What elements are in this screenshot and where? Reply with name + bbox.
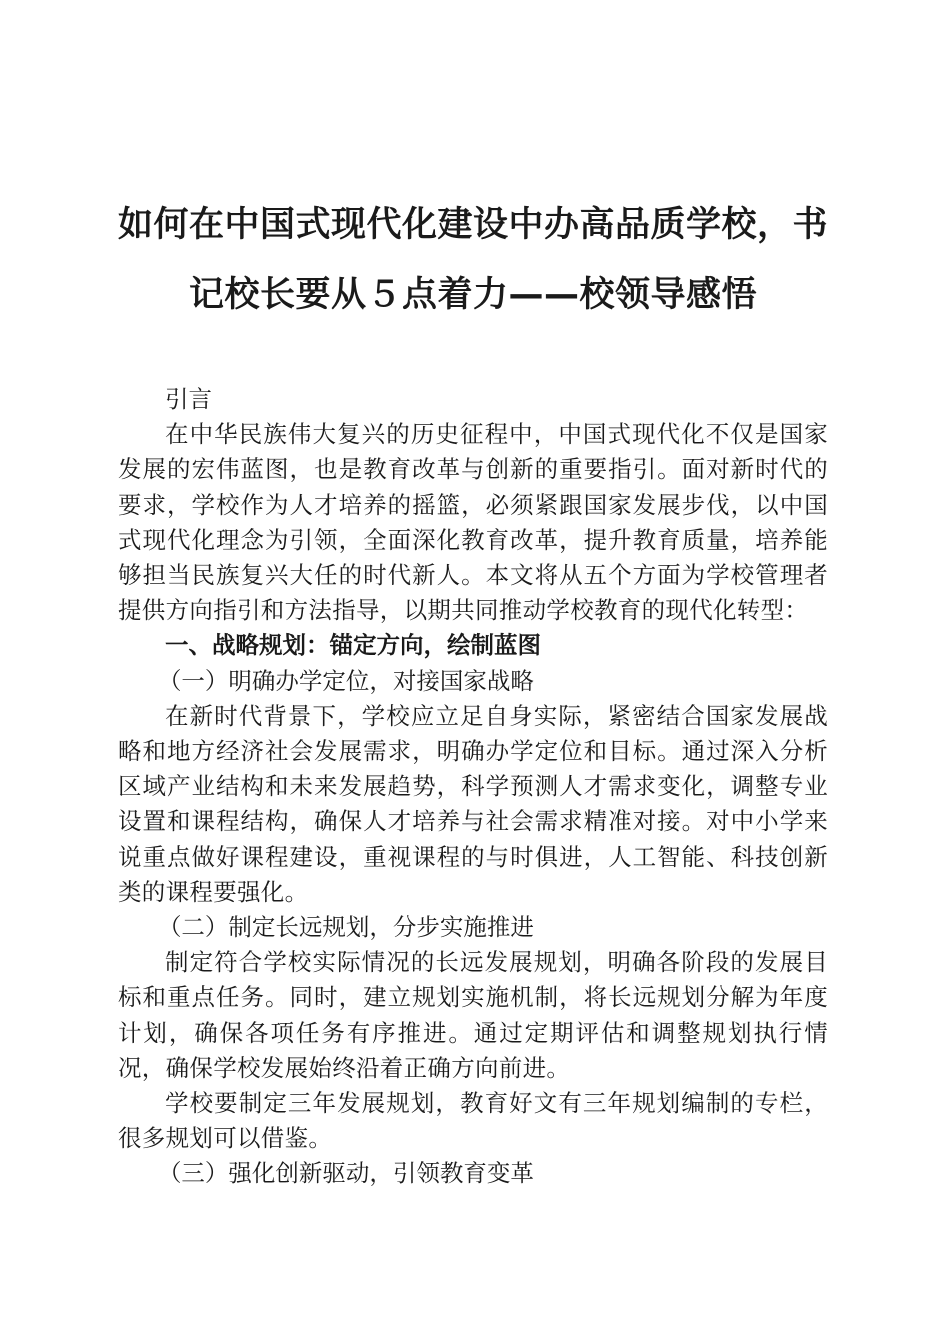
title-line-2: 记校长要从５点着力——校领导感悟 (188, 275, 757, 315)
subsection-3-heading: （三）强化创新驱动，引领教育变革 (157, 1159, 534, 1188)
section-1-heading: 一、战略规划：锚定方向，绘制蓝图 (165, 631, 541, 660)
intro-label: 引言 (165, 385, 212, 413)
subsection-2-paragraph-2: 学校要制定三年发展规划，教育好文有三年规划编制的专栏，很多规划可以借鉴。 (118, 1089, 828, 1153)
subsection-2-heading: （二）制定长远规划，分步实施推进 (157, 913, 534, 942)
document-page (118, 190, 828, 1192)
title-line-1: 如何在中国式现代化建设中办高品质学校，书 (118, 205, 829, 245)
subsection-2-paragraph-1: 制定符合学校实际情况的长远发展规划，明确各阶段的发展目标和重点任务。同时，建立规划实施机制，将长远规划分解为年度计划，确保各项任务有序推进。通过定期评估和调整规划执行情况，确保学校发展始终沿着正确方向前进。 (118, 948, 828, 1082)
subsection-1-heading: （一）明确办学定位，对接国家战略 (157, 666, 534, 695)
document-title (118, 190, 828, 330)
intro-paragraph: 在中华民族伟大复兴的历史征程中，中国式现代化不仅是国家发展的宏伟蓝图，也是教育改革与创新的重要指引。面对新时代的要求，学校作为人才培养的摇篮，必须紧跟国家发展步伐，以中国式现代化理念为引领，全面深化教育改革，提升教育质量，培养能够担当民族复兴大任的时代新人。本文将从五个方面为学校管理者提供方向指引和方法指导，以期共同推动学校教育的现代化转型： (118, 420, 828, 625)
subsection-1-paragraph: 在新时代背景下，学校应立足自身实际，紧密结合国家发展战略和地方经济社会发展需求，明确办学定位和目标。通过深入分析区域产业结构和未来发展趋势，科学预测人才需求变化，调整专业设置和课程结构，确保人才培养与社会需求精准对接。对中小学来说重点做好课程建设，重视课程的与时俱进，人工智能、科技创新类的课程要强化。 (118, 701, 828, 906)
